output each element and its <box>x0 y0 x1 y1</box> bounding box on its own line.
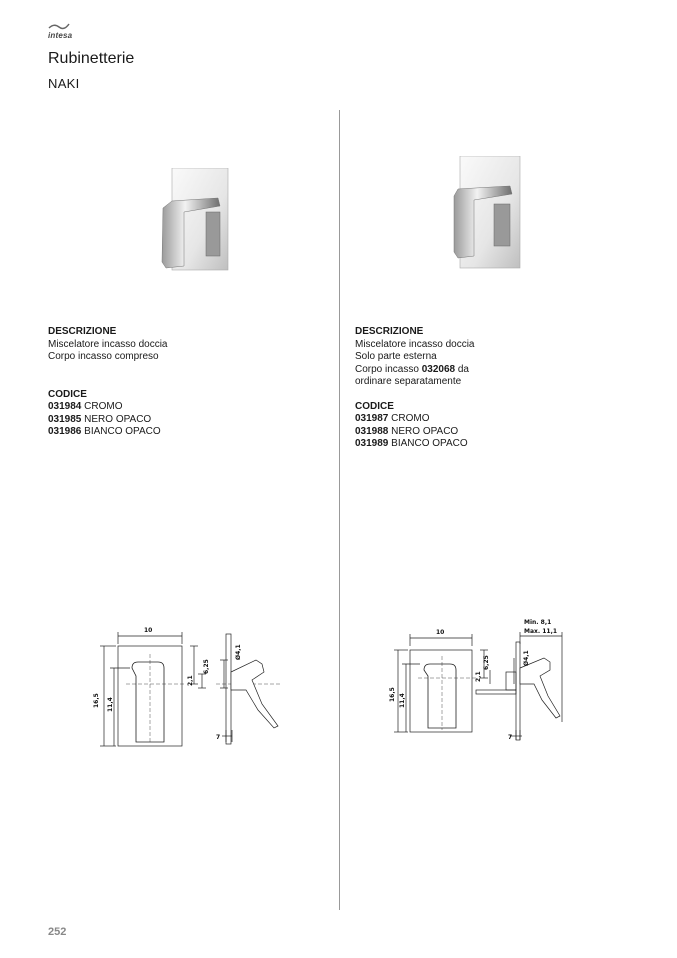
technical-drawing-left <box>86 616 286 748</box>
column-divider <box>339 110 340 910</box>
page-title: Rubinetterie <box>48 50 135 67</box>
product-code: 031988 <box>355 425 389 437</box>
product-finish: CROMO <box>84 401 123 412</box>
dim-depth-label: 7 <box>508 734 513 741</box>
product-code: 031986 <box>48 426 82 437</box>
right-product-info <box>355 326 635 451</box>
dim-d2-label: 2,1 <box>187 675 194 686</box>
dim-height-label: 16,5 <box>93 693 100 708</box>
dim-min-label: Min. 8,1 <box>524 619 552 626</box>
description-line: Solo parte esterna <box>355 351 437 362</box>
product-code: 031989 <box>355 438 389 449</box>
page-number: 252 <box>48 926 67 938</box>
dim-width-label: 10 <box>436 629 445 636</box>
brand-logo <box>48 22 78 42</box>
dim-diameter-label: Ø4,1 <box>523 650 530 666</box>
dim-height-label: 16,5 <box>389 687 396 702</box>
dim-d1-label: 6,25 <box>203 659 210 674</box>
product-finish: BIANCO OPACO <box>84 426 161 437</box>
body-code: 032068 <box>421 363 456 375</box>
technical-drawing-right <box>380 612 580 742</box>
dim-inner-label: 11,4 <box>107 697 114 712</box>
left-product-info <box>48 326 328 439</box>
description-line: Corpo incasso compreso <box>48 351 159 362</box>
dim-depth-label: 7 <box>216 734 221 741</box>
product-code: 031985 <box>48 413 82 425</box>
code-row <box>355 438 635 451</box>
logo-text: intesa <box>48 31 73 40</box>
description-heading: DESCRIZIONE <box>355 326 424 337</box>
description-line: Miscelatore incasso doccia <box>48 338 168 350</box>
code-row <box>355 413 635 426</box>
product-finish: NERO OPACO <box>391 425 459 437</box>
logo-wave-icon <box>48 22 70 31</box>
product-code: 031984 <box>48 401 82 412</box>
code-row <box>48 426 328 439</box>
dim-max-label: Max. 11,1 <box>524 628 558 635</box>
product-code: 031987 <box>355 413 389 424</box>
dim-d2-label: 2,1 <box>475 671 482 682</box>
code-heading: CODICE <box>48 388 87 400</box>
description-line: ordinare separatamente <box>355 376 462 387</box>
product-finish: BIANCO OPACO <box>391 438 468 449</box>
dim-d1-label: 6,25 <box>483 655 490 670</box>
description-line: Miscelatore incasso doccia <box>355 338 475 350</box>
dim-inner-label: 11,4 <box>399 693 406 708</box>
product-photo-right <box>452 156 524 270</box>
dim-diameter-label: Ø4,1 <box>235 644 242 660</box>
dim-width-label: 10 <box>144 627 153 634</box>
code-row <box>355 426 635 439</box>
description-heading: DESCRIZIONE <box>48 326 117 337</box>
product-finish: NERO OPACO <box>84 413 152 425</box>
page-subtitle: NAKI <box>48 76 80 91</box>
description-line: Corpo incasso 032068 da <box>355 363 469 375</box>
product-photo-left <box>160 168 232 272</box>
code-row <box>48 414 328 427</box>
code-heading: CODICE <box>355 400 394 412</box>
code-row <box>48 401 328 414</box>
product-finish: CROMO <box>391 413 430 424</box>
